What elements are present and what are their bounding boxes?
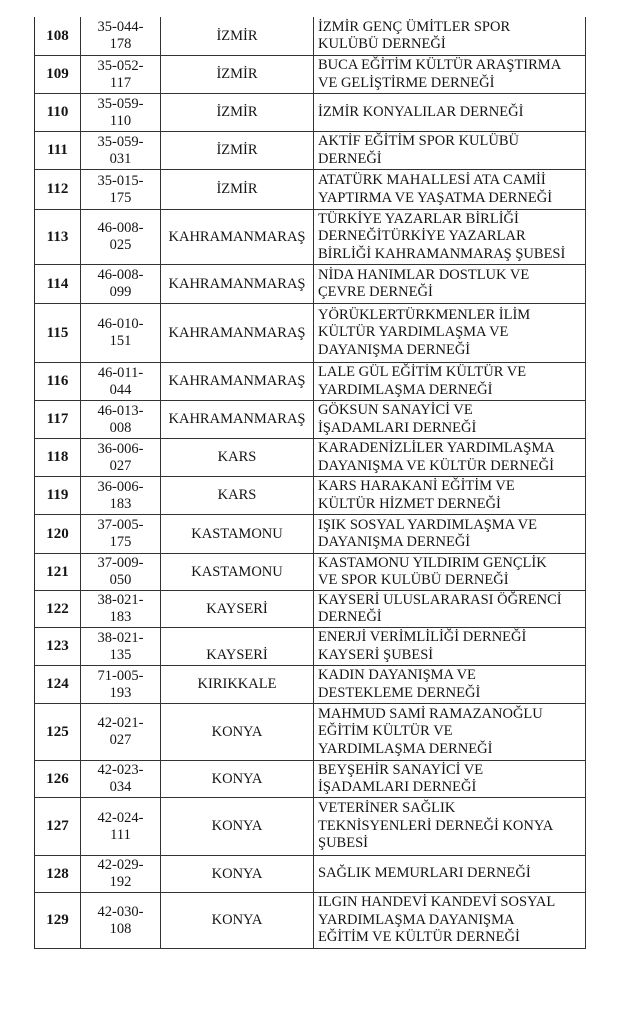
- association-name: [314, 17, 585, 55]
- city: KAHRAMANMARAŞ: [161, 210, 314, 264]
- row-number: 121: [35, 554, 81, 590]
- association-name: [314, 666, 585, 703]
- association-name-text: ILGIN HANDEVİ KANDEVİ SOSYAL YARDIMLAŞMA DAYANIŞMA EĞİTİM VE KÜLTÜR DERNEĞİ: [318, 894, 556, 946]
- row-number: 114: [35, 265, 81, 303]
- association-name: [314, 132, 585, 169]
- association-name: [314, 893, 585, 948]
- table-row: [35, 209, 585, 264]
- registry-code-text: 35-044- 178: [97, 19, 144, 52]
- row-number: 118: [35, 439, 81, 476]
- row-number: 126: [35, 761, 81, 797]
- row-number: 122: [35, 591, 81, 627]
- city: KARS: [161, 477, 314, 514]
- registry-code: [81, 591, 161, 627]
- association-name-text: KASTAMONU YILDIRIM GENÇLİK VE SPOR KULÜBÜ DERNEĞİ: [318, 554, 547, 588]
- registry-code: [81, 363, 161, 400]
- table-row: [35, 855, 585, 892]
- association-name-text: YÖRÜKLERTÜRKMENLER İLİM KÜLTÜR YARDIMLAŞMA VE DAYANIŞMA DERNEĞİ: [318, 306, 531, 358]
- association-name: [314, 210, 585, 264]
- registry-code-text: 37-005- 175: [97, 517, 144, 550]
- registry-code-text: 42-024- 111: [97, 809, 144, 843]
- registry-code-text: 46-013- 008: [97, 402, 144, 436]
- association-name: [314, 591, 585, 627]
- row-number: 112: [35, 170, 81, 209]
- row-number: 108: [35, 17, 81, 55]
- association-name: [314, 761, 585, 797]
- registry-code: [81, 761, 161, 797]
- association-name-text: GÖKSUN SANAYİCİ VE İŞADAMLARI DERNEĞİ: [318, 402, 477, 436]
- registry-code-text: 42-023- 034: [97, 762, 144, 795]
- table-row: [35, 131, 585, 169]
- city: İZMİR: [161, 56, 314, 93]
- association-name: [314, 170, 585, 209]
- association-name-text: NİDA HANIMLAR DOSTLUK VE ÇEVRE DERNEĞİ: [318, 266, 530, 300]
- association-name-text: AKTİF EĞİTİM SPOR KULÜBÜ DERNEĞİ: [318, 133, 519, 167]
- registry-code-text: 71-005- 193: [97, 667, 144, 701]
- table-row: [35, 476, 585, 514]
- row-number: 127: [35, 798, 81, 855]
- association-name: [314, 554, 585, 590]
- association-name: [314, 704, 585, 760]
- association-name-text: İZMİR GENÇ ÜMİTLER SPOR KULÜBÜ DERNEĞİ: [318, 18, 511, 52]
- registry-code-text: 46-010- 151: [97, 316, 144, 349]
- city: KASTAMONU: [161, 515, 314, 553]
- table-row: [35, 303, 585, 362]
- registry-code: [81, 170, 161, 209]
- city: KASTAMONU: [161, 554, 314, 590]
- city: KONYA: [161, 798, 314, 855]
- registry-code: [81, 798, 161, 855]
- registry-code-text: 42-030- 108: [97, 903, 144, 937]
- table-row: [35, 514, 585, 553]
- table-row: [35, 760, 585, 797]
- city: KONYA: [161, 893, 314, 948]
- registry-code: [81, 94, 161, 131]
- association-name-text: KARADENİZLİLER YARDIMLAŞMA DAYANIŞMA VE KÜLTÜR DERNEĞİ: [318, 440, 555, 474]
- association-name-text: IŞIK SOSYAL YARDIMLAŞMA VE DAYANIŞMA DERNEĞİ: [318, 516, 538, 550]
- associations-table: [34, 17, 586, 949]
- association-name-text: VETERİNER SAĞLIK TEKNİSYENLERİ DERNEĞİ KONYA ŞUBESİ: [318, 800, 554, 852]
- table-row: [35, 264, 585, 303]
- association-name: [314, 401, 585, 438]
- row-number: 123: [35, 628, 81, 665]
- city: İZMİR: [161, 132, 314, 169]
- city: KAHRAMANMARAŞ: [161, 265, 314, 303]
- table-row: [35, 627, 585, 665]
- registry-code-text: 36-006- 183: [97, 478, 144, 512]
- registry-code-text: 42-029- 192: [97, 857, 144, 890]
- registry-code-text: 46-008- 099: [97, 267, 144, 300]
- association-name: [314, 628, 585, 665]
- registry-code-text: 46-011- 044: [97, 364, 144, 398]
- city: KONYA: [161, 761, 314, 797]
- row-number: 124: [35, 666, 81, 703]
- association-name-text: TÜRKİYE YAZARLAR BİRLİĞİ DERNEĞİTÜRKİYE YAZARLAR BİRLİĞİ KAHRAMANMARAŞ ŞUBESİ: [318, 210, 566, 262]
- city: İZMİR: [161, 94, 314, 131]
- association-name: [314, 56, 585, 93]
- row-number: 113: [35, 210, 81, 264]
- association-name-text: LALE GÜL EĞİTİM KÜLTÜR VE YARDIMLAŞMA DERNEĞİ: [318, 364, 527, 398]
- registry-code: [81, 554, 161, 590]
- registry-code: [81, 56, 161, 93]
- city: KAHRAMANMARAŞ: [161, 363, 314, 400]
- row-number: 128: [35, 856, 81, 892]
- row-number: 109: [35, 56, 81, 93]
- association-name-text: BUCA EĞİTİM KÜLTÜR ARAŞTIRMA VE GELİŞTİRME DERNEĞİ: [318, 57, 562, 91]
- registry-code: [81, 210, 161, 264]
- association-name-text: BEYŞEHİR SANAYİCİ VE İŞADAMLARI DERNEĞİ: [318, 761, 484, 795]
- association-name-text: ATATÜRK MAHALLESİ ATA CAMİİ YAPTIRMA VE YAŞATMA DERNEĞİ: [318, 172, 553, 206]
- table-row: [35, 17, 585, 55]
- city: KAYSERİ: [161, 628, 314, 665]
- registry-code-text: 42-021- 027: [97, 715, 144, 748]
- table-row: [35, 892, 585, 948]
- row-number: 120: [35, 515, 81, 553]
- row-number: 110: [35, 94, 81, 131]
- row-number: 116: [35, 363, 81, 400]
- registry-code: [81, 17, 161, 55]
- association-name-text: KARS HARAKANİ EĞİTİM VE KÜLTÜR HİZMET DERNEĞİ: [318, 478, 515, 512]
- table-row: [35, 438, 585, 476]
- city: KIRIKKALE: [161, 666, 314, 703]
- association-name-text: MAHMUD SAMİ RAMAZANOĞLU EĞİTİM KÜLTÜR VE YARDIMLAŞMA DERNEĞİ: [318, 705, 543, 757]
- registry-code: [81, 666, 161, 703]
- association-name-text: KAYSERİ ULUSLARARASI ÖĞRENCİ DERNEĞİ: [318, 591, 562, 625]
- table-row: [35, 553, 585, 590]
- city: KARS: [161, 439, 314, 476]
- association-name: [314, 94, 585, 131]
- registry-code: [81, 477, 161, 514]
- association-name: [314, 304, 585, 362]
- table-row: [35, 55, 585, 93]
- city: KAYSERİ: [161, 591, 314, 627]
- association-name-text: ENERJİ VERİMLİLİĞİ DERNEĞİ KAYSERİ ŞUBESİ: [318, 629, 527, 663]
- association-name-text: SAĞLIK MEMURLARI DERNEĞİ: [318, 865, 531, 882]
- association-name-text: KADIN DAYANIŞMA VE DESTEKLEME DERNEĞİ: [318, 667, 481, 701]
- registry-code: [81, 304, 161, 362]
- registry-code: [81, 265, 161, 303]
- association-name-text: İZMİR KONYALILAR DERNEĞİ: [318, 103, 524, 120]
- table-row: [35, 169, 585, 209]
- row-number: 119: [35, 477, 81, 514]
- registry-code-text: 35-059- 110: [97, 95, 144, 129]
- registry-code-text: 35-059- 031: [97, 133, 144, 167]
- registry-code-text: 38-021- 183: [97, 592, 144, 625]
- registry-code-text: 37-009- 050: [97, 555, 144, 588]
- registry-code-text: 35-015- 175: [97, 172, 144, 206]
- registry-code: [81, 515, 161, 553]
- table-row: [35, 362, 585, 400]
- registry-code-text: 46-008- 025: [97, 220, 144, 253]
- table-row: [35, 93, 585, 131]
- association-name: [314, 477, 585, 514]
- city: İZMİR: [161, 17, 314, 55]
- association-name: [314, 265, 585, 303]
- registry-code: [81, 893, 161, 948]
- registry-code-text: 36-006- 027: [97, 440, 144, 474]
- association-name: [314, 515, 585, 553]
- row-number: 111: [35, 132, 81, 169]
- city: KAHRAMANMARAŞ: [161, 304, 314, 362]
- registry-code: [81, 628, 161, 665]
- city: KONYA: [161, 704, 314, 760]
- city: KAHRAMANMARAŞ: [161, 401, 314, 438]
- registry-code-text: 35-052- 117: [97, 57, 144, 91]
- registry-code: [81, 132, 161, 169]
- association-name: [314, 798, 585, 855]
- association-name: [314, 856, 585, 892]
- table-row: [35, 665, 585, 703]
- table-row: [35, 703, 585, 760]
- row-number: 125: [35, 704, 81, 760]
- row-number: 115: [35, 304, 81, 362]
- association-name: [314, 439, 585, 476]
- registry-code: [81, 704, 161, 760]
- table-row: [35, 590, 585, 627]
- registry-code: [81, 856, 161, 892]
- registry-code: [81, 439, 161, 476]
- table-row: [35, 797, 585, 855]
- registry-code: [81, 401, 161, 438]
- registry-code-text: 38-021- 135: [97, 629, 144, 663]
- table-row: [35, 400, 585, 438]
- city: İZMİR: [161, 170, 314, 209]
- row-number: 129: [35, 893, 81, 948]
- association-name: [314, 363, 585, 400]
- city: KONYA: [161, 856, 314, 892]
- row-number: 117: [35, 401, 81, 438]
